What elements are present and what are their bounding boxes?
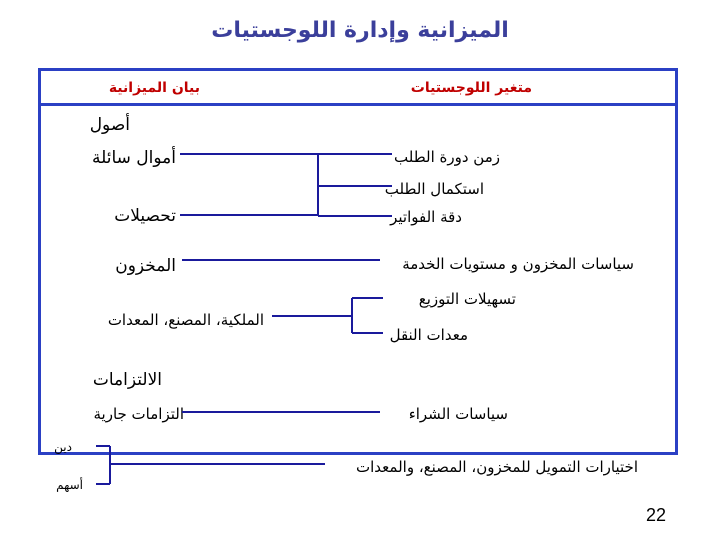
order-cycle-label: زمن دورة الطلب	[394, 148, 500, 166]
equity-label: أسهم	[56, 478, 83, 492]
order-fill-label: استكمال الطلب	[384, 180, 484, 198]
ppe-label: الملكية، المصنع، المعدات	[107, 311, 264, 329]
invoice-accuracy-label: دقة الفواتير	[390, 208, 462, 226]
balance-sheet-header: بيان الميزانية	[108, 80, 200, 96]
slide-title: الميزانية وإدارة اللوجستيات	[211, 18, 509, 43]
cash-label: أموال سائلة	[92, 148, 176, 168]
distribution-facilities-label: تسهيلات التوزيع	[418, 290, 516, 308]
transport-equipment-label: معدات النقل	[389, 326, 468, 344]
assets-label: أصول	[89, 115, 130, 135]
liabilities-label: الالتزامات	[92, 370, 162, 390]
financing-options-label: اختيارات التمويل للمخزون، المصنع، والمعدات	[356, 458, 638, 476]
logistics-variable-header: متغير اللوجستيات	[410, 80, 532, 96]
current-liabilities-label: التزامات جارية	[93, 405, 184, 423]
debt-label: دين	[54, 440, 72, 454]
page-number: 22	[646, 505, 667, 525]
inventory-label: المخزون	[115, 256, 176, 276]
header-divider	[41, 103, 675, 106]
receivables-label: تحصيلات	[114, 206, 176, 226]
inventory-policy-label: سياسات المخزون و مستويات الخدمة	[402, 255, 634, 273]
procurement-policy-label: سياسات الشراء	[408, 405, 508, 423]
